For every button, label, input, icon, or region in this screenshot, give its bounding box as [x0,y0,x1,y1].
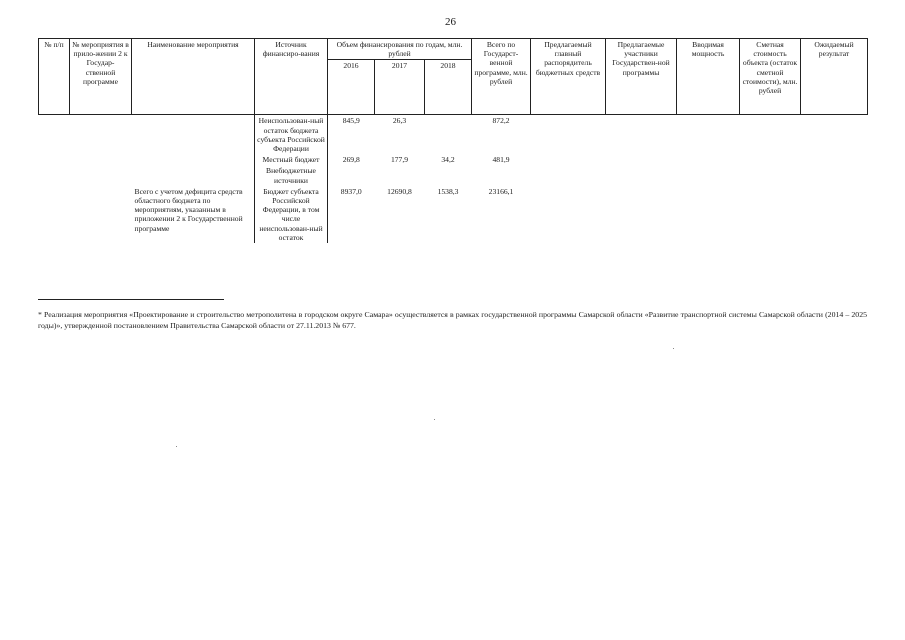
row-name [132,165,255,185]
scan-speck [176,446,177,447]
header-capacity: Вводимая мощность [677,39,740,115]
row-2016: 845,9 [342,116,360,126]
row-name: Всего с учетом дефицита средств областного бюджета по мероприятиям, указанным в приложении 2 к Государственной программе [134,186,243,233]
header-total: Всего по Государст-венной программе, млн. рублей [472,39,531,115]
row-2017: 177,9 [390,155,409,165]
row-source: Бюджет субъекта Российской Федерации, в том числе неиспользован-ный остаток [255,186,328,243]
table-row [39,186,868,243]
header-participants: Предлагаемые участники Государствен-ной программы [606,39,677,115]
table-row [39,115,868,154]
header-cost: Сметная стоимость объекта (остаток сметной стоимости), млн. рублей [740,39,801,115]
header-volume: Объем финансирования по годам, млн. рублей [328,39,472,60]
row-2016: 269,8 [342,155,360,165]
scan-speck [673,348,674,349]
header-num: № п/п [39,39,70,115]
table-row [39,154,868,165]
header-measure-name: Наименование мероприятия [132,39,255,115]
footnote: * Реализация мероприятия «Проектирование и строительство метрополитена в городском округе Самара» осуществляется в рамках государственной программы Самарской области «Развитие транспортной системы Самарской области (2014 – 2025 годы)», утвержденной постановлением Правительства Самарской области от 27.11.2013 № 677. [38,310,867,330]
page-number: 26 [445,16,456,28]
row-source: Внебюджетные источники [255,165,328,185]
row-source: Неиспользован-ный остаток бюджета субъекта Российской Федерации [255,115,328,154]
row-2017: 12690,8 [387,186,412,196]
header-year-2018: 2018 [425,60,472,115]
row-name [132,115,255,154]
row-2018: 1538,3 [437,186,459,196]
row-total: 481,9 [492,155,510,165]
row-2016: 8937,0 [340,186,362,196]
header-distributor: Предлагаемый главный распорядитель бюджетных средств [531,39,606,115]
footnote-separator [38,299,224,300]
row-total: 23166,1 [488,186,514,196]
row-name [132,154,255,165]
header-result: Ожидаемый результат [801,39,868,115]
row-2018 [425,115,472,154]
table-header-row [39,39,868,60]
header-year-2017: 2017 [375,60,425,115]
scan-speck [434,419,435,420]
header-year-2016: 2016 [328,60,375,115]
financing-table [38,38,868,243]
header-source: Источник финансиро-вания [255,39,328,115]
header-measure-num: № мероприятия в прило-жении 2 к Государ-ственной программе [70,39,132,115]
row-2017: 26,3 [392,116,407,126]
row-total: 872,2 [492,116,510,126]
row-2017 [375,165,425,185]
table-row [39,165,868,185]
row-source: Местный бюджет [255,154,328,165]
row-2018 [425,165,472,185]
row-total [472,165,531,185]
row-2018: 34,2 [441,155,455,165]
row-2016 [328,165,375,185]
